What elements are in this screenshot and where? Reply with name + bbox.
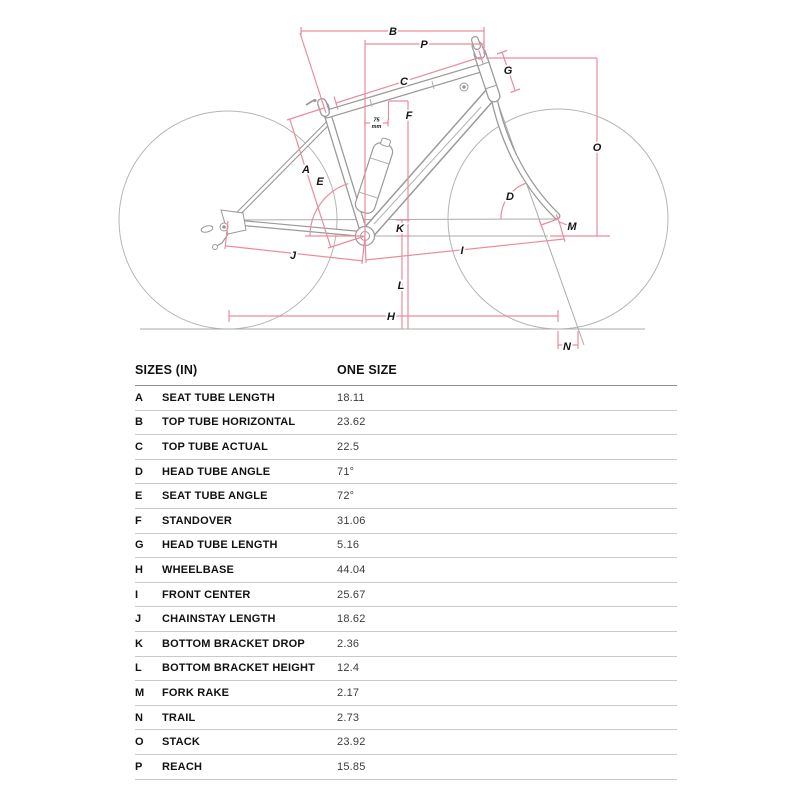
size-letter: D [135,465,144,478]
size-letter: I [135,588,139,601]
dim-label-H: H [387,311,395,323]
size-label: STACK [162,736,201,749]
size-letter: M [135,686,145,699]
size-value: 23.92 [337,736,366,749]
dim-label-75: 75 [373,117,380,124]
size-letter: O [135,736,144,749]
dim-label-M: M [567,221,577,233]
geometry-diagram-wrap [0,0,800,354]
size-value: 23.62 [337,416,366,429]
dim-label-mm: mm [371,124,382,130]
dimension-lines [225,27,610,349]
size-value: 31.06 [337,514,366,527]
size-label: TRAIL [162,711,196,724]
dim-label-N: N [563,341,571,353]
size-letter: G [135,539,144,552]
table-row [135,484,677,509]
size-letter: K [135,637,144,650]
size-label: TOP TUBE ACTUAL [162,440,269,453]
dim-label-F: F [405,110,413,122]
table-row [135,386,677,411]
size-label: HEAD TUBE LENGTH [162,539,278,552]
size-value: 18.11 [337,391,365,404]
table-row [135,411,677,436]
size-label: BOTTOM BRACKET DROP [162,637,305,650]
size-value: 22.5 [337,440,360,453]
size-letter: E [135,490,143,503]
dim-label-E: E [316,176,324,188]
dim-label-K: K [396,223,404,235]
dim-label-O: O [592,142,602,154]
size-value: 12.4 [337,662,360,675]
table-row [135,657,677,682]
dim-label-B: B [389,26,397,38]
table-row [135,755,677,780]
size-label: SEAT TUBE ANGLE [162,490,268,503]
dim-label-J: J [289,250,297,262]
table-row [135,583,677,608]
size-letter: A [135,391,144,404]
table-row [135,681,677,706]
size-value: 44.04 [337,563,366,576]
table-row [135,534,677,559]
size-value: 2.73 [337,711,360,724]
dim-label-I: I [460,245,464,257]
size-table-body [135,386,677,780]
size-label: TOP TUBE HORIZONTAL [162,416,296,429]
size-label: BOTTOM BRACKET HEIGHT [162,662,316,675]
size-label: REACH [162,760,203,773]
table-row [135,558,677,583]
size-table-header [135,354,677,386]
size-value: 2.17 [337,686,360,699]
header-one-size: ONE SIZE [337,363,397,377]
size-letter: C [135,440,144,453]
size-letter: F [135,514,142,527]
size-label: FRONT CENTER [162,588,251,601]
dim-label-P: P [420,39,428,51]
header-sizes: SIZES (IN) [135,363,198,377]
table-row [135,730,677,755]
size-value: 71° [337,465,355,478]
size-value: 2.36 [337,637,360,650]
table-row [135,632,677,657]
size-letter: H [135,563,144,576]
size-letter: P [135,760,143,773]
size-letter: B [135,416,144,429]
table-row [135,509,677,534]
size-letter: N [135,711,144,724]
size-label: HEAD TUBE ANGLE [162,465,271,478]
dim-label-G: G [503,65,513,77]
rear-dropout [200,210,246,250]
size-value: 18.62 [337,613,366,626]
dim-label-A: A [302,164,310,176]
size-label: WHEELBASE [162,563,235,576]
geometry-diagram [0,0,800,354]
table-row [135,435,677,460]
table-row [135,460,677,485]
size-table [135,354,677,780]
size-letter: L [135,662,142,675]
dim-label-L: L [397,280,405,292]
table-row [135,706,677,731]
size-letter: J [135,613,142,626]
size-value: 72° [337,490,355,503]
dim-label-C: C [400,76,408,88]
size-label: SEAT TUBE LENGTH [162,391,275,404]
size-value: 15.85 [337,760,366,773]
table-row [135,607,677,632]
dim-label-D: D [506,191,514,203]
size-label: FORK RAKE [162,686,230,699]
size-label: CHAINSTAY LENGTH [162,613,276,626]
size-label: STANDOVER [162,514,233,527]
size-value: 5.16 [337,539,360,552]
size-value: 25.67 [337,588,366,601]
